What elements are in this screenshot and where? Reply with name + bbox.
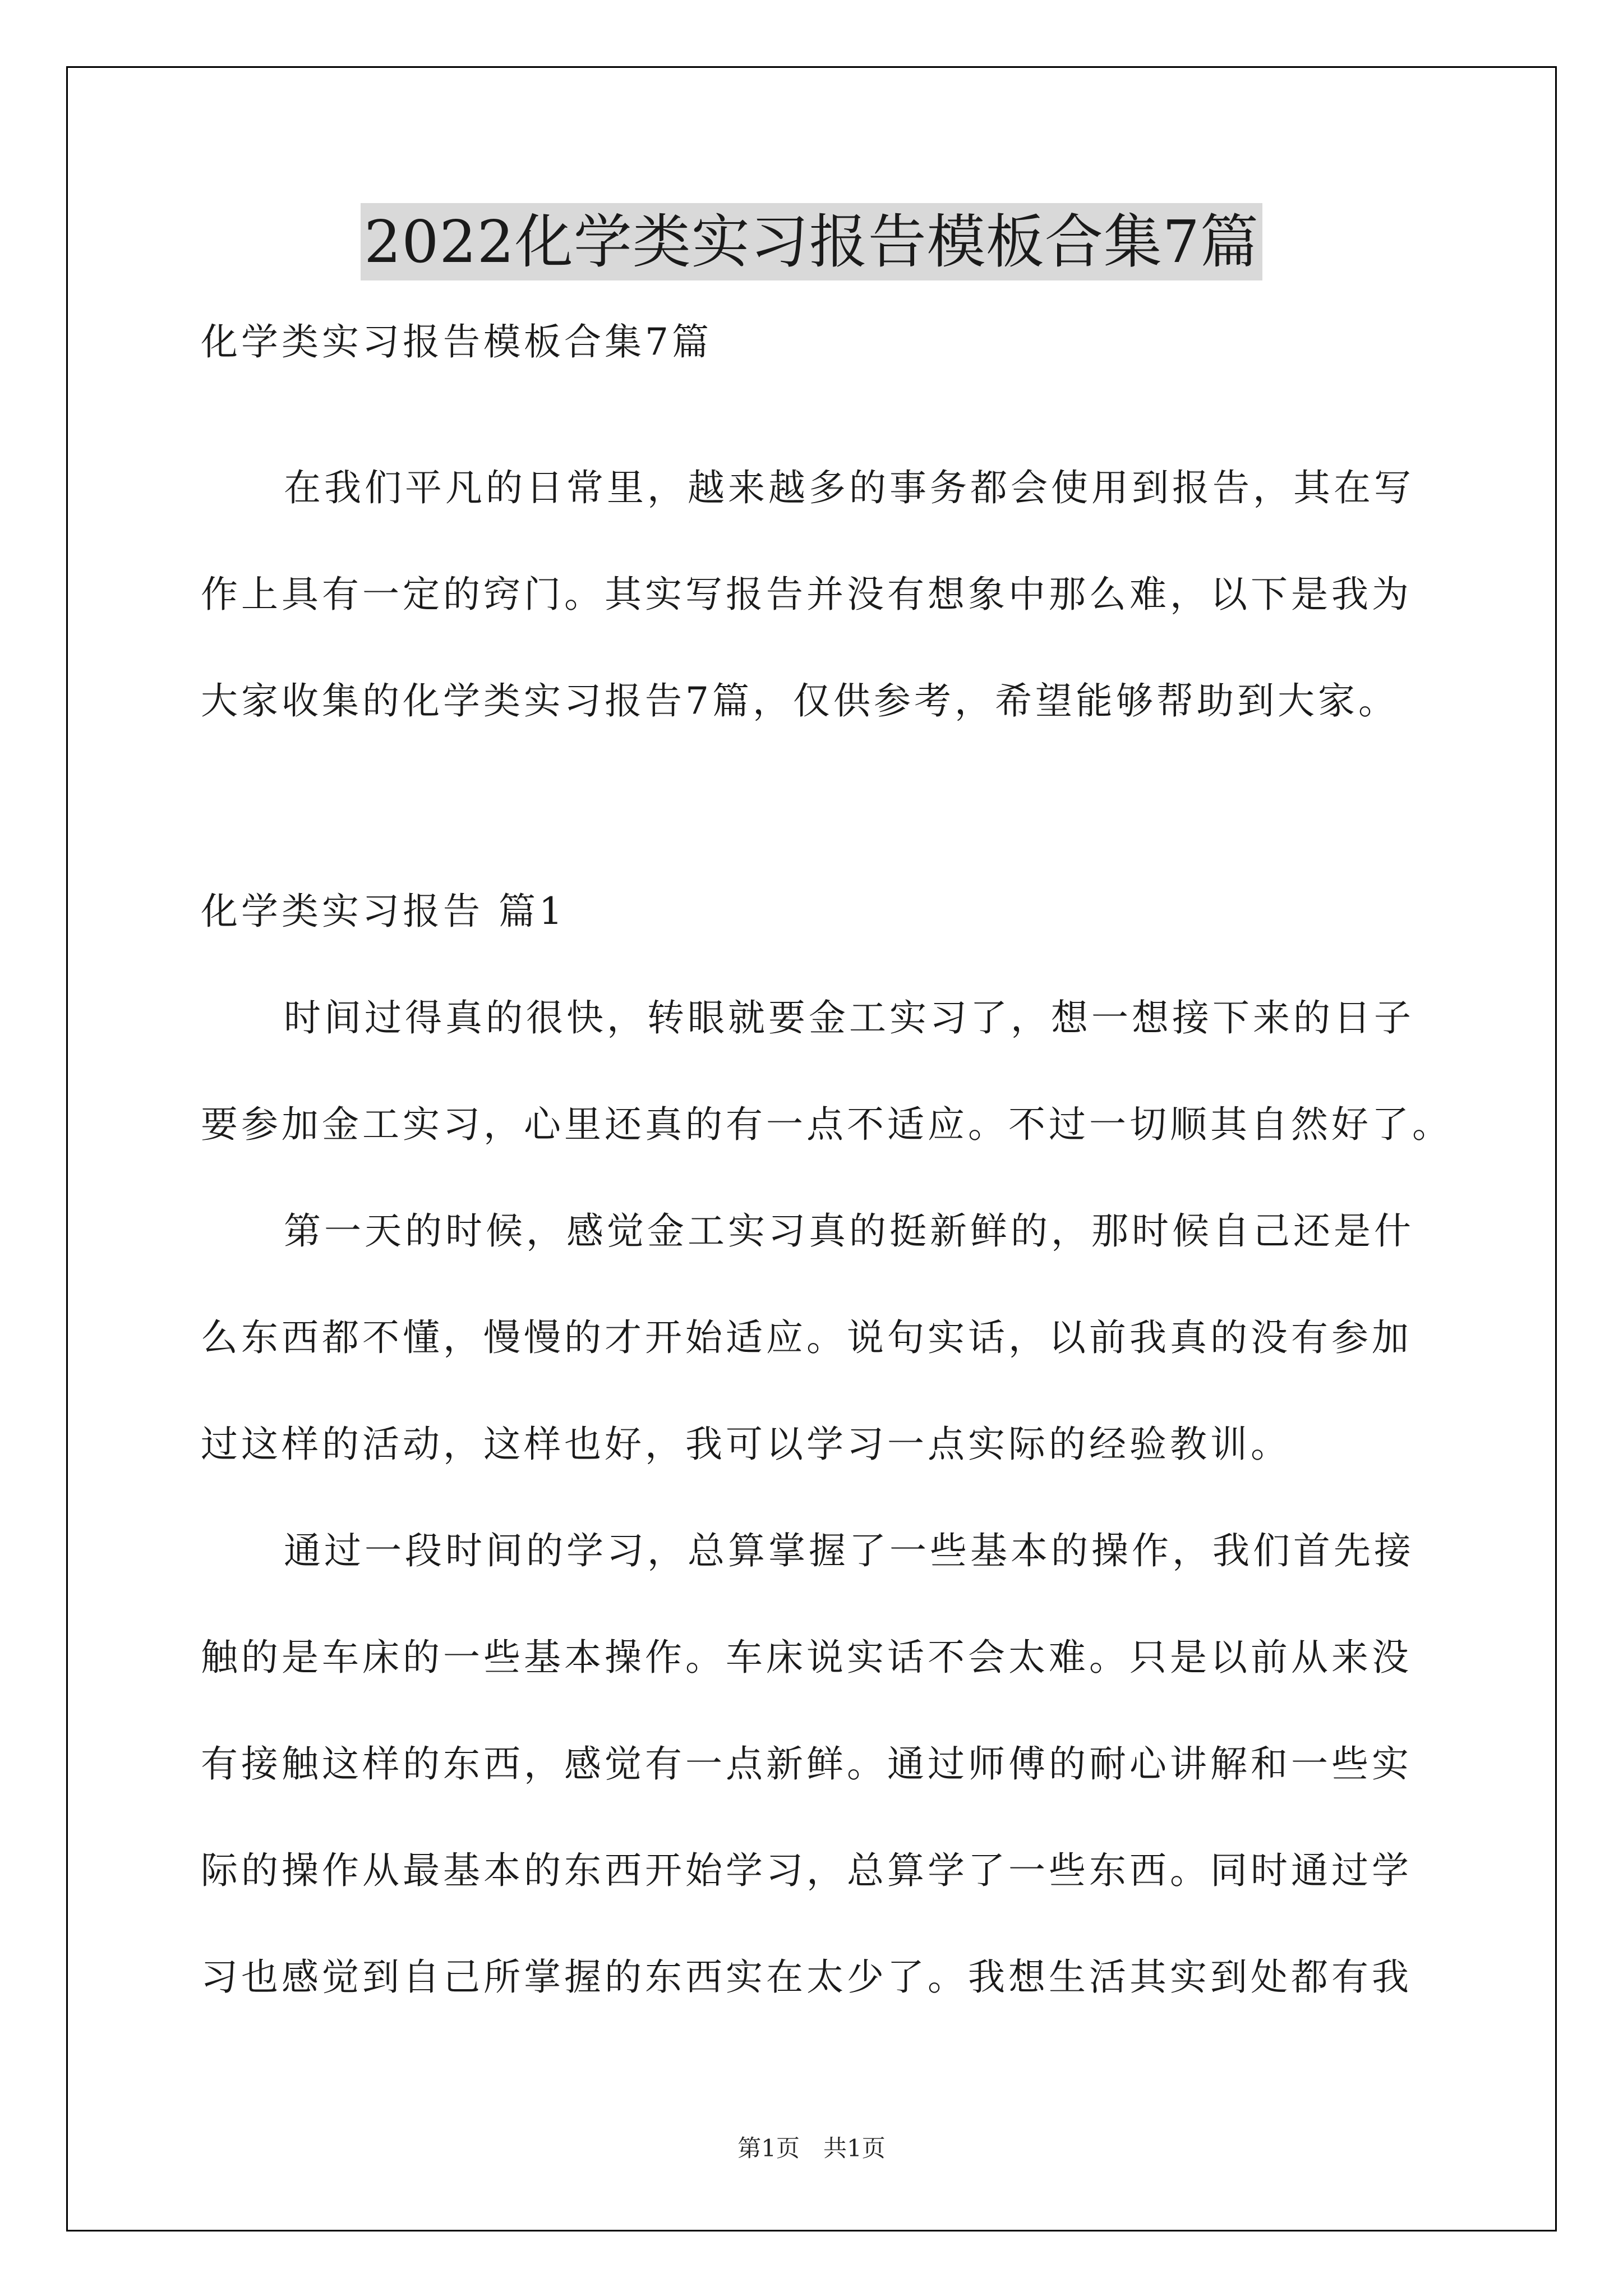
document-title xyxy=(0,203,1623,280)
paragraph-line: 第一天的时候，感觉金工实习真的挺新鲜的，那时候自己还是什 xyxy=(284,1209,1414,1253)
document-subtitle: 化学类实习报告模板合集7篇 xyxy=(201,320,712,364)
paragraph-line: 有接触这样的东西，感觉有一点新鲜。通过师傅的耐心讲解和一些实 xyxy=(201,1742,1412,1786)
paragraph-line: 么东西都不懂，慢慢的才开始适应。说句实话，以前我真的没有参加 xyxy=(201,1316,1412,1359)
paragraph-line: 通过一段时间的学习，总算掌握了一些基本的操作，我们首先接 xyxy=(284,1529,1414,1572)
paragraph-line: 作上具有一定的窍门。其实写报告并没有想象中那么难，以下是我为 xyxy=(201,573,1412,616)
document-title-text: 2022化学类实习报告模板合集7篇 xyxy=(361,203,1262,280)
paragraph-line: 习也感觉到自己所掌握的东西实在太少了。我想生活其实到处都有我 xyxy=(201,1955,1412,1999)
paragraph-line: 在我们平凡的日常里，越来越多的事务都会使用到报告，其在写 xyxy=(284,466,1414,509)
page-number-footer: 第1页 共1页 xyxy=(737,2134,886,2162)
paragraph-line: 际的操作从最基本的东西开始学习，总算学了一些东西。同时通过学 xyxy=(201,1849,1412,1892)
section-heading: 化学类实习报告 篇1 xyxy=(201,890,566,933)
paragraph-line: 过这样的活动，这样也好，我可以学习一点实际的经验教训。 xyxy=(201,1423,1291,1466)
paragraph-line: 时间过得真的很快，转眼就要金工实习了，想一想接下来的日子 xyxy=(284,996,1414,1039)
paragraph-line: 大家收集的化学类实习报告7篇，仅供参考，希望能够帮助到大家。 xyxy=(201,679,1399,723)
paragraph-line: 触的是车床的一些基本操作。车床说实话不会太难。只是以前从来没 xyxy=(201,1636,1412,1679)
paragraph-line: 要参加金工实习，心里还真的有一点不适应。不过一切顺其自然好了。 xyxy=(201,1103,1453,1146)
